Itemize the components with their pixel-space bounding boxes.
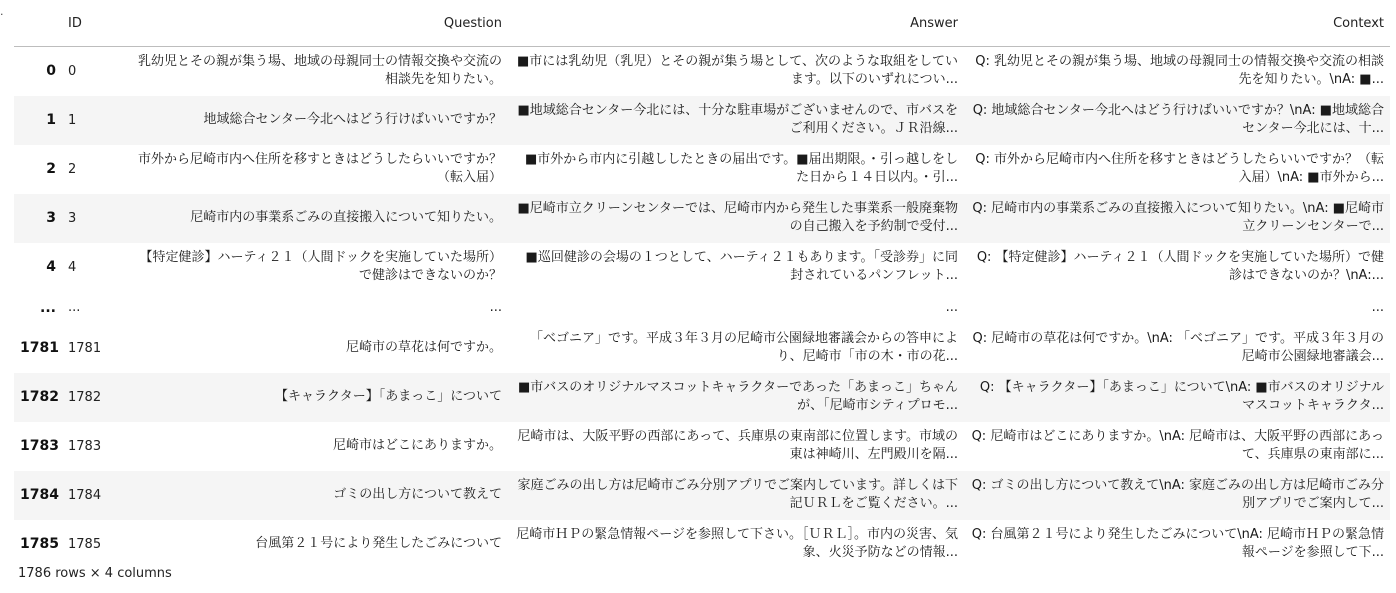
cell-context [964, 520, 1390, 569]
cell-question [132, 194, 508, 243]
cell-question-text: 尼崎市の草花は何ですか。 [345, 340, 502, 355]
row-index: 0 [46, 63, 56, 80]
output-prompt-mark: · [0, 8, 4, 21]
cell-answer [508, 324, 964, 373]
cell-context-text: Q: 【キャラクター】「あまっこ」について\nA: ■市バスのオリジナルマスコットキャラクタ... [979, 380, 1384, 413]
cell-question-text: 尼崎市内の事業系ごみの直接搬入について知りたい。 [190, 210, 502, 225]
row-index: 1783 [20, 438, 59, 454]
cell-answer [508, 373, 964, 422]
cell-answer-text: 尼崎市ＨＰの緊急情報ページを参照して下さい。［ＵＲＬ］。市内の災害、気象、火災予防などの情報... [516, 527, 958, 560]
cell-id: 1783 [68, 438, 102, 454]
cell-answer-text: 尼崎市は、大阪平野の西部にあって、兵庫県の東南部に位置します。市域の東は神崎川、左門殿川を隔... [517, 429, 958, 462]
row-index: 3 [46, 210, 56, 226]
table-row [14, 47, 1390, 96]
row-index: 1 [46, 112, 56, 128]
index-header [14, 0, 62, 47]
cell-answer-text: ■市外から市内に引越ししたときの届出です。■届出期限。・引っ越しをした日から１４日以内。・引... [524, 152, 958, 185]
cell-id: 4 [68, 259, 77, 275]
table-row [14, 422, 1390, 471]
cell-context-text: Q: 尼崎市はどこにありますか。\nA: 尼崎市は、大阪平野の西部にあって、兵庫県の東南部に... [971, 429, 1384, 462]
cell-context-text: Q: 台風第２１号により発生したごみについて\nA: 尼崎市ＨＰの緊急情報ページを参照して下... [971, 527, 1384, 560]
cell-answer [508, 422, 964, 471]
cell-answer [508, 243, 964, 292]
column-header-question: Question [132, 0, 508, 47]
cell-question-text: 乳幼児とその親が集う場、地域の母親同士の情報交換や交流の相談先を知りたい。 [138, 54, 502, 88]
cell-answer-text: 「ベゴニア」です。平成３年３月の尼崎市公園緑地審議会からの答申により、尼崎市「市の木・市の花... [530, 331, 958, 364]
cell-question [132, 373, 508, 422]
cell-answer-text: 家庭ごみの出し方は尼崎市ごみ分別アプリでご案内しています。詳しくは下記ＵＲＬをご覧ください。... [517, 478, 958, 511]
cell-answer-text: ■地域総合センター今北には、十分な駐車場がございませんので、市バスをご利用ください。ＪＲ沿線... [517, 103, 958, 136]
cell-answer [508, 194, 964, 243]
cell-question-text: 尼崎市はどこにありますか。 [332, 438, 502, 453]
cell-id: 1784 [68, 487, 102, 503]
table-row [14, 96, 1390, 145]
cell-context-text: Q: 乳幼児とその親が集う場、地域の母親同士の情報交換や交流の相談先を知りたい。\nA: ■... [975, 54, 1384, 88]
table-row [14, 243, 1390, 292]
cell-question [132, 422, 508, 471]
cell-question [132, 471, 508, 520]
cell-answer [508, 47, 964, 96]
cell-context [964, 292, 1390, 324]
cell-answer [508, 96, 964, 145]
cell-question [132, 145, 508, 194]
row-index: 4 [46, 259, 56, 275]
cell-context [964, 471, 1390, 520]
cell-context [964, 96, 1390, 145]
dataframe-table [14, 0, 1390, 569]
table-row [14, 373, 1390, 422]
cell-question [132, 243, 508, 292]
cell-id: 3 [68, 210, 77, 226]
table-row [14, 194, 1390, 243]
cell-id: ... [68, 300, 81, 315]
table-body [14, 47, 1390, 569]
cell-context [964, 373, 1390, 422]
cell-context [964, 324, 1390, 373]
cell-id: 1782 [68, 389, 102, 405]
cell-question [132, 292, 508, 324]
cell-context-text: Q: 尼崎市の草花は何ですか。\nA: 「ベゴニア」です。平成３年３月の尼崎市公園緑地審議会... [972, 331, 1384, 364]
row-index: 1782 [20, 389, 59, 405]
cell-id: 2 [68, 161, 77, 177]
column-header-context: Context [964, 0, 1390, 47]
cell-answer-text: ... [945, 299, 958, 315]
cell-question-text: 【キャラクター】「あまっこ」について [275, 389, 502, 404]
row-index: 1785 [20, 536, 59, 552]
dataframe-shape: 1786 rows × 4 columns [18, 566, 172, 581]
cell-context [964, 145, 1390, 194]
cell-context [964, 243, 1390, 292]
cell-question [132, 324, 508, 373]
cell-answer-text: ■巡回健診の会場の１つとして、ハーティ２１もあります。「受診券」に同封されているパンフレット... [525, 250, 958, 283]
cell-question [132, 520, 508, 569]
cell-context-text: Q: 【特定健診】ハーティ２１（人間ドックを実施していた場所）で健診はできないのか？\nA:... [976, 250, 1384, 283]
cell-context-text: Q: 市外から尼崎市内へ住所を移すときはどうしたらいいですか？（転入届）\nA: ■市外から... [975, 152, 1384, 185]
cell-question-text: 【特定健診】ハーティ２１（人間ドックを実施していた場所）で健診はできないのか？ [139, 250, 502, 283]
cell-question [132, 47, 508, 96]
row-index: ... [40, 299, 56, 316]
cell-question-text: ゴミの出し方について教えて [333, 487, 502, 502]
cell-id: 0 [68, 63, 77, 79]
table-row [14, 471, 1390, 520]
table-row [14, 324, 1390, 373]
cell-answer [508, 471, 964, 520]
cell-context-text: ... [1371, 299, 1384, 315]
cell-id: 1 [68, 112, 77, 128]
row-index: 1781 [20, 340, 59, 356]
cell-question-text: 市外から尼崎市内へ住所を移すときはどうしたらいいですか？（転入届） [138, 152, 502, 185]
cell-context [964, 422, 1390, 471]
table-header [14, 0, 1390, 47]
cell-answer [508, 520, 964, 569]
table-row [14, 520, 1390, 569]
column-header-answer: Answer [508, 0, 964, 47]
cell-id: 1785 [68, 536, 102, 552]
row-index: 1784 [20, 487, 59, 503]
cell-question [132, 96, 508, 145]
cell-answer [508, 292, 964, 324]
cell-question-text: 台風第２１号により発生したごみについて [255, 536, 502, 551]
cell-context [964, 194, 1390, 243]
row-index: 2 [46, 161, 56, 177]
cell-answer-text: ■市バスのオリジナルマスコットキャラクターであった「あまっこ」ちゃんが、「尼崎市シティプロモ... [518, 380, 958, 413]
cell-context-text: Q: 尼崎市内の事業系ごみの直接搬入について知りたい。\nA: ■尼崎市立クリーンセンターで... [972, 201, 1384, 234]
cell-context-text: Q: 地域総合センター今北へはどう行けばいいですか？\nA: ■地域総合センター今北には、十... [972, 103, 1384, 136]
ellipsis-row [14, 292, 1390, 324]
header-row [14, 0, 1390, 47]
cell-context-text: Q: ゴミの出し方について教えて\nA: 家庭ごみの出し方は尼崎市ごみ分別アプリでご案内して... [971, 478, 1384, 511]
cell-answer-text: ■尼崎市立クリーンセンターでは、尼崎市内から発生した事業系一般廃棄物の自己搬入を予約制で受付... [517, 201, 958, 234]
cell-answer [508, 145, 964, 194]
column-header-id: ID [62, 0, 132, 47]
dataframe-output [14, 0, 1390, 569]
cell-question-text: 地域総合センター今北へはどう行けばいいですか？ [203, 112, 502, 127]
cell-id: 1781 [68, 340, 102, 356]
cell-context [964, 47, 1390, 96]
cell-answer-text: ■市には乳幼児（乳児）とその親が集う場として、次のような取組をしています。以下のいずれについ... [516, 54, 958, 88]
table-row [14, 145, 1390, 194]
cell-question-text: ... [489, 299, 502, 315]
